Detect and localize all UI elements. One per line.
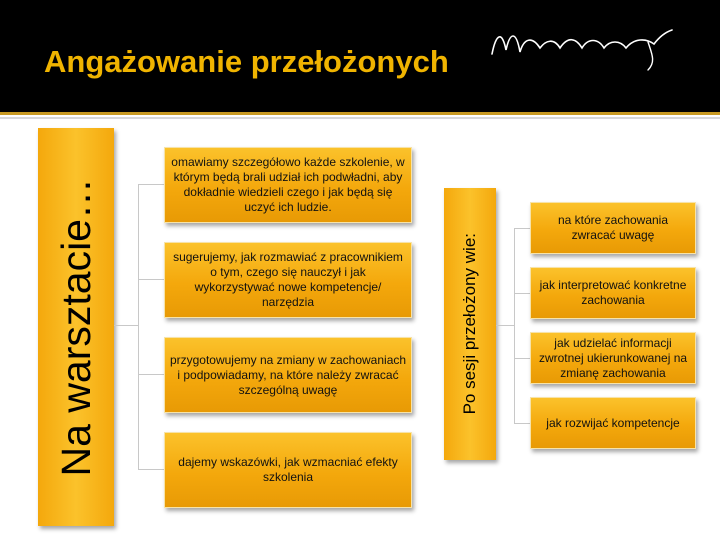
right-item-box (530, 397, 696, 449)
left-category-box (38, 128, 114, 526)
left-item-box (164, 242, 412, 318)
left-category-label: Na warsztacie… (52, 177, 99, 477)
left-item-box (164, 432, 412, 508)
right-connector-trunk (496, 325, 514, 326)
right-item-text: jak udzielać informacji zwrotnej ukierunkowanej na zmianę zachowania (538, 335, 688, 380)
left-item-text: omawiamy szczegółowo każde szkolenie, w którym będą brali udział ich podwładni, aby dokładnie wiedzieli czego i jak będą się uczyć ich ludzie. (171, 155, 405, 214)
left-connector-spine (138, 184, 139, 469)
left-connector-branch (138, 469, 164, 470)
right-item-box (530, 202, 696, 254)
header-rule-gold (0, 112, 720, 115)
right-connector-branch (514, 228, 530, 229)
right-category-box (444, 188, 496, 460)
left-connector-branch (138, 184, 164, 185)
left-item-text: sugerujemy, jak rozmawiać z pracownikiem o tym, czego się nauczył i jak wykorzystywać nowe kompetencje/ narzędzia (173, 250, 403, 309)
right-connector-spine (514, 228, 515, 423)
maroney-logo (488, 14, 678, 74)
right-item-text: na które zachowania zwracać uwagę (557, 213, 669, 242)
right-connector-branch (514, 358, 530, 359)
left-item-text: przygotowujemy na zmiany w zachowaniach i podpowiadamy, na które należy zwracać szczególną uwagę (169, 352, 407, 397)
left-connector-trunk (114, 325, 138, 326)
left-connector-branch (138, 374, 164, 375)
right-item-text: jak rozwijać kompetencje (546, 415, 680, 430)
slide-title: Angażowanie przełożonych (44, 44, 449, 79)
right-connector-branch (514, 293, 530, 294)
left-connector-branch (138, 279, 164, 280)
header-rule-gray (0, 117, 720, 119)
right-category-label: Po sesji przełożony wie: (460, 233, 479, 415)
right-connector-branch (514, 423, 530, 424)
left-item-text: dajemy wskazówki, jak wzmacniać efekty szkolenia (178, 455, 398, 484)
left-item-box (164, 337, 412, 413)
right-item-box (530, 267, 696, 319)
left-item-box (164, 147, 412, 223)
right-item-box (530, 332, 696, 384)
right-item-text: jak interpretować konkretne zachowania (539, 278, 687, 307)
